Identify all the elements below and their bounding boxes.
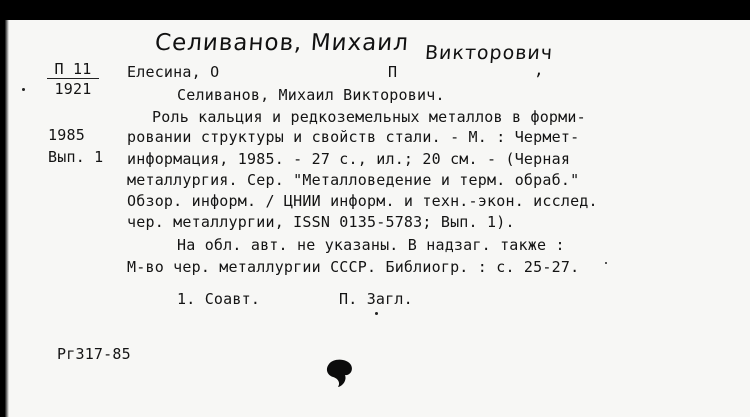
card-edge-shadow: [5, 20, 9, 417]
ink-speck: [22, 88, 25, 91]
tracing-author: 1. Соавт.: [177, 290, 261, 308]
body-line: М-во чер. металлургии СССР. Библиогр. : с. 25-27.: [127, 258, 580, 276]
ink-blot: [323, 356, 357, 390]
catalog-card: [5, 20, 750, 417]
body-line: металлургия. Сер. "Металловедение и терм. обраб.": [127, 171, 580, 189]
author-heading: Селиванов, Михаил Викторович.: [177, 86, 445, 104]
body-line: Обзор. информ. / ЦНИИ информ. и техн.-экон. исслед.: [127, 192, 598, 210]
side-year: 1985: [48, 126, 85, 144]
handwritten-name: Селиванов, Михаил: [154, 30, 410, 56]
body-line: ровании структуры и свойств стали. - М. : Чермет-: [127, 128, 580, 146]
call-number-class: П 11: [47, 60, 99, 79]
side-issue: Вып. 1: [48, 148, 104, 166]
body-line: Роль кальция и редкоземельных металлов в форми-: [152, 108, 586, 126]
body-line: На обл. авт. не указаны. В надзаг. также :: [177, 236, 565, 254]
tracing-title: П. Загл.: [339, 290, 413, 308]
ink-speck: [605, 262, 607, 264]
filing-to: П: [388, 63, 398, 81]
record-number: Рг317-85: [57, 345, 131, 363]
filing-from: Елесина, О: [127, 63, 220, 81]
body-line: чер. металлургии, ISSN 0135-5783; Вып. 1).: [127, 213, 515, 231]
body-line: информация, 1985. - 27 с., ил.; 20 см. - (Черная: [127, 150, 571, 168]
handwritten-comma: ,: [535, 58, 544, 80]
ink-speck: [375, 312, 378, 315]
handwritten-patronymic: Викторович: [424, 42, 554, 64]
call-number-year: 1921: [54, 80, 92, 98]
